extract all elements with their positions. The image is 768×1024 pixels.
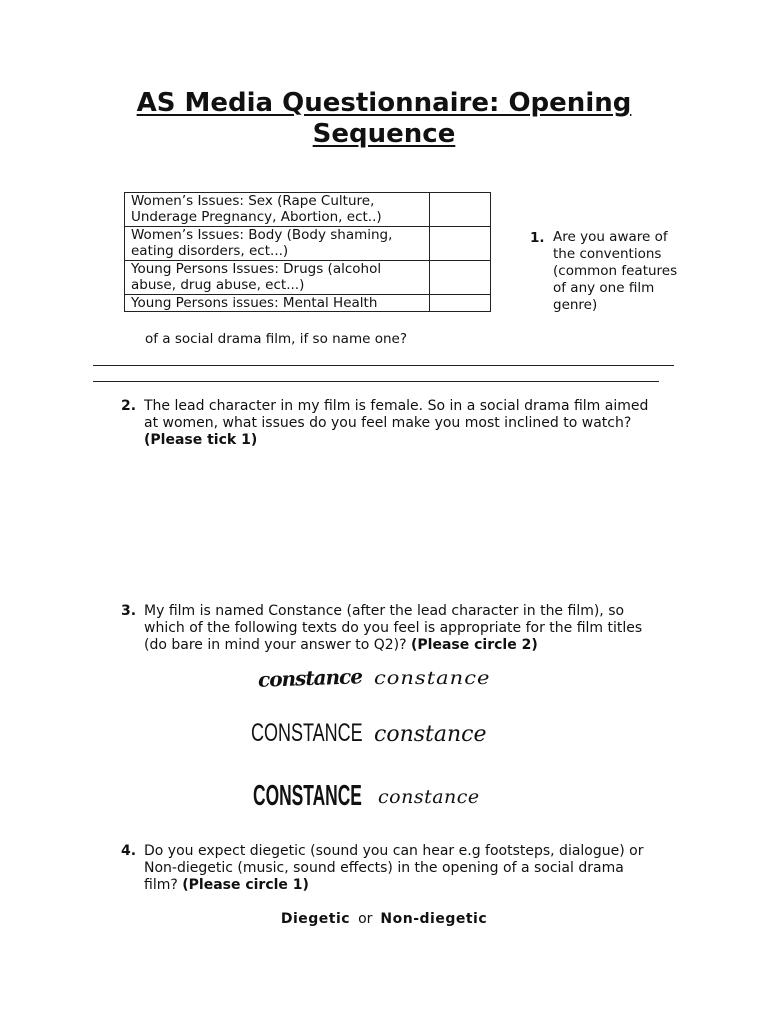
question-2 (121, 398, 661, 449)
question-4 (121, 843, 661, 894)
font-samples (248, 660, 508, 830)
question-number: 2. (121, 398, 137, 414)
issue-label: Women’s Issues: Sex (Rape Culture, Underage Pregnancy, Abortion, ect..) (125, 193, 430, 227)
font-sample-decorative[interactable]: constance (378, 786, 480, 808)
question-1-continuation: of a social drama film, if so name one? (145, 331, 407, 347)
option-non-diegetic[interactable]: Non-diegetic (380, 911, 488, 927)
answer-options (0, 911, 768, 927)
tick-box[interactable] (430, 261, 491, 295)
question-body: My film is named Constance (after the lead character in the film), so which of the following texts do you feel is appropriate for the film titles (do bare in mind your answer to Q2)? (144, 603, 643, 653)
question-text: Are you aware of the conventions (common features of any one film genre) (553, 229, 678, 313)
table-row (125, 227, 491, 261)
answer-line[interactable] (93, 365, 674, 366)
question-text (144, 843, 661, 894)
font-sample-handwritten[interactable]: constance (374, 722, 487, 747)
instruction: (Please circle 1) (182, 877, 309, 893)
answer-line[interactable] (93, 381, 659, 382)
issue-label: Young Persons issues: Mental Health (125, 295, 430, 312)
instruction: (Please tick 1) (144, 432, 258, 448)
instruction: (Please circle 2) (411, 637, 538, 653)
tick-box[interactable] (430, 193, 491, 227)
font-sample-script[interactable]: constance (374, 667, 491, 689)
question-body: The lead character in my film is female. So in a social drama film aimed at women, what issues do you feel make you most inclined to watch? (144, 398, 649, 431)
question-body: Do you expect diegetic (sound you can hear e.g footsteps, dialogue) or Non-diegetic (music, sound effects) in the opening of a social drama film? (144, 843, 644, 893)
option-diegetic[interactable]: Diegetic (280, 911, 351, 927)
font-sample-condensed[interactable]: CONSTANCE (251, 719, 363, 747)
font-sample-bold-condensed[interactable]: CONSTANCE (253, 780, 362, 812)
question-number: 1. (530, 230, 545, 246)
page-title-line2: Sequence (312, 119, 456, 149)
table-row (125, 261, 491, 295)
font-sample-brush[interactable]: constance (257, 664, 363, 692)
table-row (125, 193, 491, 227)
option-separator: or (358, 911, 373, 927)
question-text (144, 603, 661, 654)
issue-label: Young Persons Issues: Drugs (alcohol abuse, drug abuse, ect...) (125, 261, 430, 295)
question-number: 3. (121, 603, 137, 619)
tick-box[interactable] (430, 295, 491, 312)
question-number: 4. (121, 843, 137, 859)
tick-box[interactable] (430, 227, 491, 261)
page-title: AS Media Questionnaire: Opening (136, 88, 632, 118)
table-row (125, 295, 491, 312)
question-1 (528, 229, 688, 314)
issue-label: Women’s Issues: Body (Body shaming, eating disorders, ect...) (125, 227, 430, 261)
question-text (144, 398, 661, 449)
question-3 (121, 603, 661, 654)
issues-table (124, 192, 491, 312)
